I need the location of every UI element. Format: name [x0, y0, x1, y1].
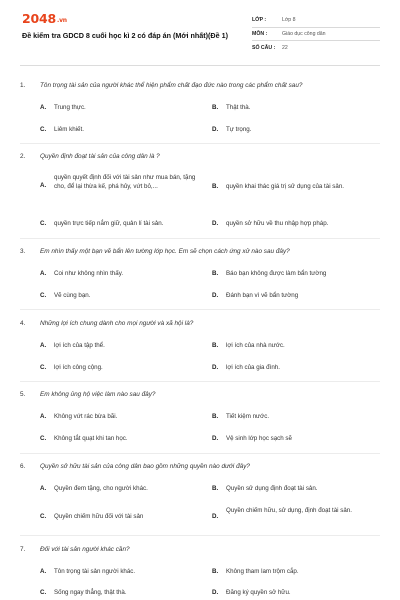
option-letter: A. — [40, 342, 47, 349]
option-text: Tôn trọng tài sản người khác. — [54, 568, 136, 575]
option-text: Tự trọng. — [226, 126, 252, 133]
question-item — [20, 247, 380, 256]
option-letter: B. — [212, 413, 219, 420]
answer-option[interactable] — [40, 104, 204, 113]
question-number: 6. — [20, 463, 26, 470]
answer-option[interactable] — [40, 513, 204, 522]
option-text: Vẽ cùng bạn. — [54, 292, 91, 299]
option-letter: C. — [40, 364, 47, 371]
option-text: Thật thà. — [226, 104, 251, 111]
answer-option[interactable] — [212, 270, 376, 279]
option-text: lợi ích của nhà nước. — [226, 342, 285, 349]
question-item — [20, 152, 380, 161]
answer-option[interactable] — [40, 220, 204, 229]
answer-option[interactable] — [40, 568, 204, 577]
option-letter: A. — [40, 413, 47, 420]
option-text: Quyền chiếm hữu đối với tài sản — [54, 513, 144, 520]
option-text: quyền trực tiếp nắm giữ, quản lí tài sản. — [54, 220, 164, 227]
question-divider — [20, 238, 380, 239]
answer-option[interactable] — [212, 126, 376, 135]
question-item — [20, 319, 380, 328]
answer-option[interactable] — [212, 220, 376, 229]
option-text: Quyền chiếm hữu, sử dụng, định đoạt tài sản. — [226, 507, 352, 514]
option-letter: D. — [212, 364, 219, 371]
answer-option[interactable] — [40, 435, 204, 444]
option-text: Tiết kiệm nước. — [226, 413, 270, 420]
answer-option[interactable] — [212, 104, 376, 113]
answer-option[interactable] — [40, 270, 204, 279]
meta-row-subject — [252, 28, 380, 42]
question-item — [20, 545, 380, 554]
option-text: Sống ngay thẳng, thật thà. — [54, 589, 127, 596]
option-text: Không vứt rác bừa bãi. — [54, 413, 118, 420]
meta-row-count — [252, 41, 380, 55]
question-text: Quyền định đoạt tài sản của công dân là ? — [40, 153, 160, 160]
answer-option[interactable] — [40, 342, 204, 351]
meta-value: Giáo dục công dân — [282, 30, 326, 37]
page-title: Đề kiểm tra GDCD 8 cuối học kì 2 có đáp án (Mới nhất)(Đề 1) — [22, 31, 228, 40]
option-text: Đăng ký quyền sở hữu. — [226, 589, 291, 596]
option-letter: C. — [40, 513, 47, 520]
answer-option[interactable] — [212, 183, 386, 192]
option-letter: A. — [40, 182, 47, 189]
answer-option[interactable] — [212, 292, 376, 301]
question-divider — [20, 535, 380, 536]
question-text: Quyền sở hữu tài sản của công dân bao gồm những quyền nào dưới đây? — [40, 463, 250, 470]
option-letter: A. — [40, 568, 47, 575]
question-item — [20, 390, 380, 399]
question-number: 3. — [20, 248, 26, 255]
meta-value: 22 — [282, 44, 288, 51]
option-letter: D. — [212, 435, 219, 442]
option-letter: B. — [212, 485, 219, 492]
question-text: Đối với tài sản người khác cần? — [40, 546, 130, 553]
logo-text: 2048 — [22, 11, 56, 26]
option-letter: D. — [212, 513, 219, 520]
answer-option[interactable] — [212, 589, 376, 598]
option-letter: B. — [212, 342, 219, 349]
meta-value: Lớp 8 — [282, 17, 296, 24]
option-text: Quyền đem tặng, cho người khác. — [54, 485, 148, 492]
question-text: Tôn trọng tài sản của người khác thể hiện phẩm chất đạo đức nào trong các phẩm chất sau? — [40, 82, 303, 89]
option-letter: D. — [212, 220, 219, 227]
answer-option[interactable] — [40, 413, 204, 422]
question-item — [20, 81, 380, 90]
option-text: Báo bạn không được làm bẩn tường — [226, 270, 327, 277]
option-letter: B. — [212, 104, 219, 111]
site-logo[interactable] — [22, 11, 67, 26]
answer-option[interactable] — [40, 589, 204, 598]
option-text: Đánh bạn vì vẽ bẩn tường — [226, 292, 299, 299]
question-number: 1. — [20, 82, 26, 89]
option-letter: C. — [40, 292, 47, 299]
meta-key: LỚP : — [252, 17, 267, 24]
option-text: quyền sở hữu về thu nhập hợp pháp. — [226, 220, 329, 227]
answer-option[interactable] — [212, 435, 376, 444]
question-number: 5. — [20, 391, 26, 398]
option-letter: A. — [40, 270, 47, 277]
option-letter: A. — [40, 485, 47, 492]
meta-row-class — [252, 14, 380, 28]
answer-option[interactable] — [212, 413, 376, 422]
answer-option[interactable] — [40, 174, 202, 191]
option-letter: B. — [212, 183, 219, 190]
question-text: Những lợi ích chung dành cho mọi người và xã hội là? — [40, 320, 194, 327]
question-number: 4. — [20, 320, 26, 327]
header-divider — [20, 65, 380, 66]
option-text: Vệ sinh lớp học sạch sẽ — [226, 435, 292, 442]
answer-option[interactable] — [212, 507, 376, 522]
option-text: lợi ích của tập thể. — [54, 342, 105, 349]
option-text: quyền quyết định đối với tài sản như mua bán, tặng cho, để lại thừa kế, phá hủy, vứt bỏ,... — [54, 174, 196, 190]
option-letter: B. — [212, 568, 219, 575]
question-text: Em nhìn thấy một bạn vẽ bẩn lên tường lớp học. Em sẽ chọn cách ứng xử nào sau đây? — [40, 248, 290, 255]
option-text: quyền khai thác giá trị sử dụng của tài sản. — [226, 183, 344, 190]
answer-option[interactable] — [40, 292, 204, 301]
option-letter: C. — [40, 589, 47, 596]
answer-option[interactable] — [40, 364, 204, 373]
question-text: Em không ủng hộ việc làm nào sau đây? — [40, 391, 156, 398]
question-divider — [20, 381, 380, 382]
logo-suffix: .vn — [57, 17, 67, 24]
option-letter: C. — [40, 220, 47, 227]
option-letter: A. — [40, 104, 47, 111]
option-text: Quyền sử dụng định đoạt tài sản. — [226, 485, 318, 492]
option-letter: D. — [212, 589, 219, 596]
option-letter: D. — [212, 292, 219, 299]
question-divider — [20, 143, 380, 144]
option-text: Liêm khiết. — [54, 126, 84, 133]
answer-option[interactable] — [212, 342, 376, 351]
document-meta — [252, 14, 380, 55]
option-letter: C. — [40, 126, 47, 133]
answer-option[interactable] — [212, 568, 376, 577]
meta-key: MÔN : — [252, 30, 268, 37]
document-header — [0, 0, 400, 62]
question-item — [20, 462, 380, 471]
option-text: lợi ích công cộng. — [54, 364, 103, 371]
option-text: Coi như không nhìn thấy. — [54, 270, 124, 277]
option-text: Trung thực. — [54, 104, 86, 111]
answer-option[interactable] — [212, 485, 376, 494]
question-number: 7. — [20, 546, 26, 553]
answer-option[interactable] — [40, 485, 204, 494]
option-letter: D. — [212, 126, 219, 133]
option-text: Không tắt quạt khi tan học. — [54, 435, 128, 442]
option-letter: B. — [212, 270, 219, 277]
option-letter: C. — [40, 435, 47, 442]
question-divider — [20, 309, 380, 310]
option-text: lợi ích của gia đình. — [226, 364, 280, 371]
question-number: 2. — [20, 153, 26, 160]
answer-option[interactable] — [40, 126, 204, 135]
meta-key: SỐ CÂU : — [252, 44, 276, 51]
question-divider — [20, 453, 380, 454]
answer-option[interactable] — [212, 364, 376, 373]
option-text: Không tham lam trộm cắp. — [226, 568, 299, 575]
